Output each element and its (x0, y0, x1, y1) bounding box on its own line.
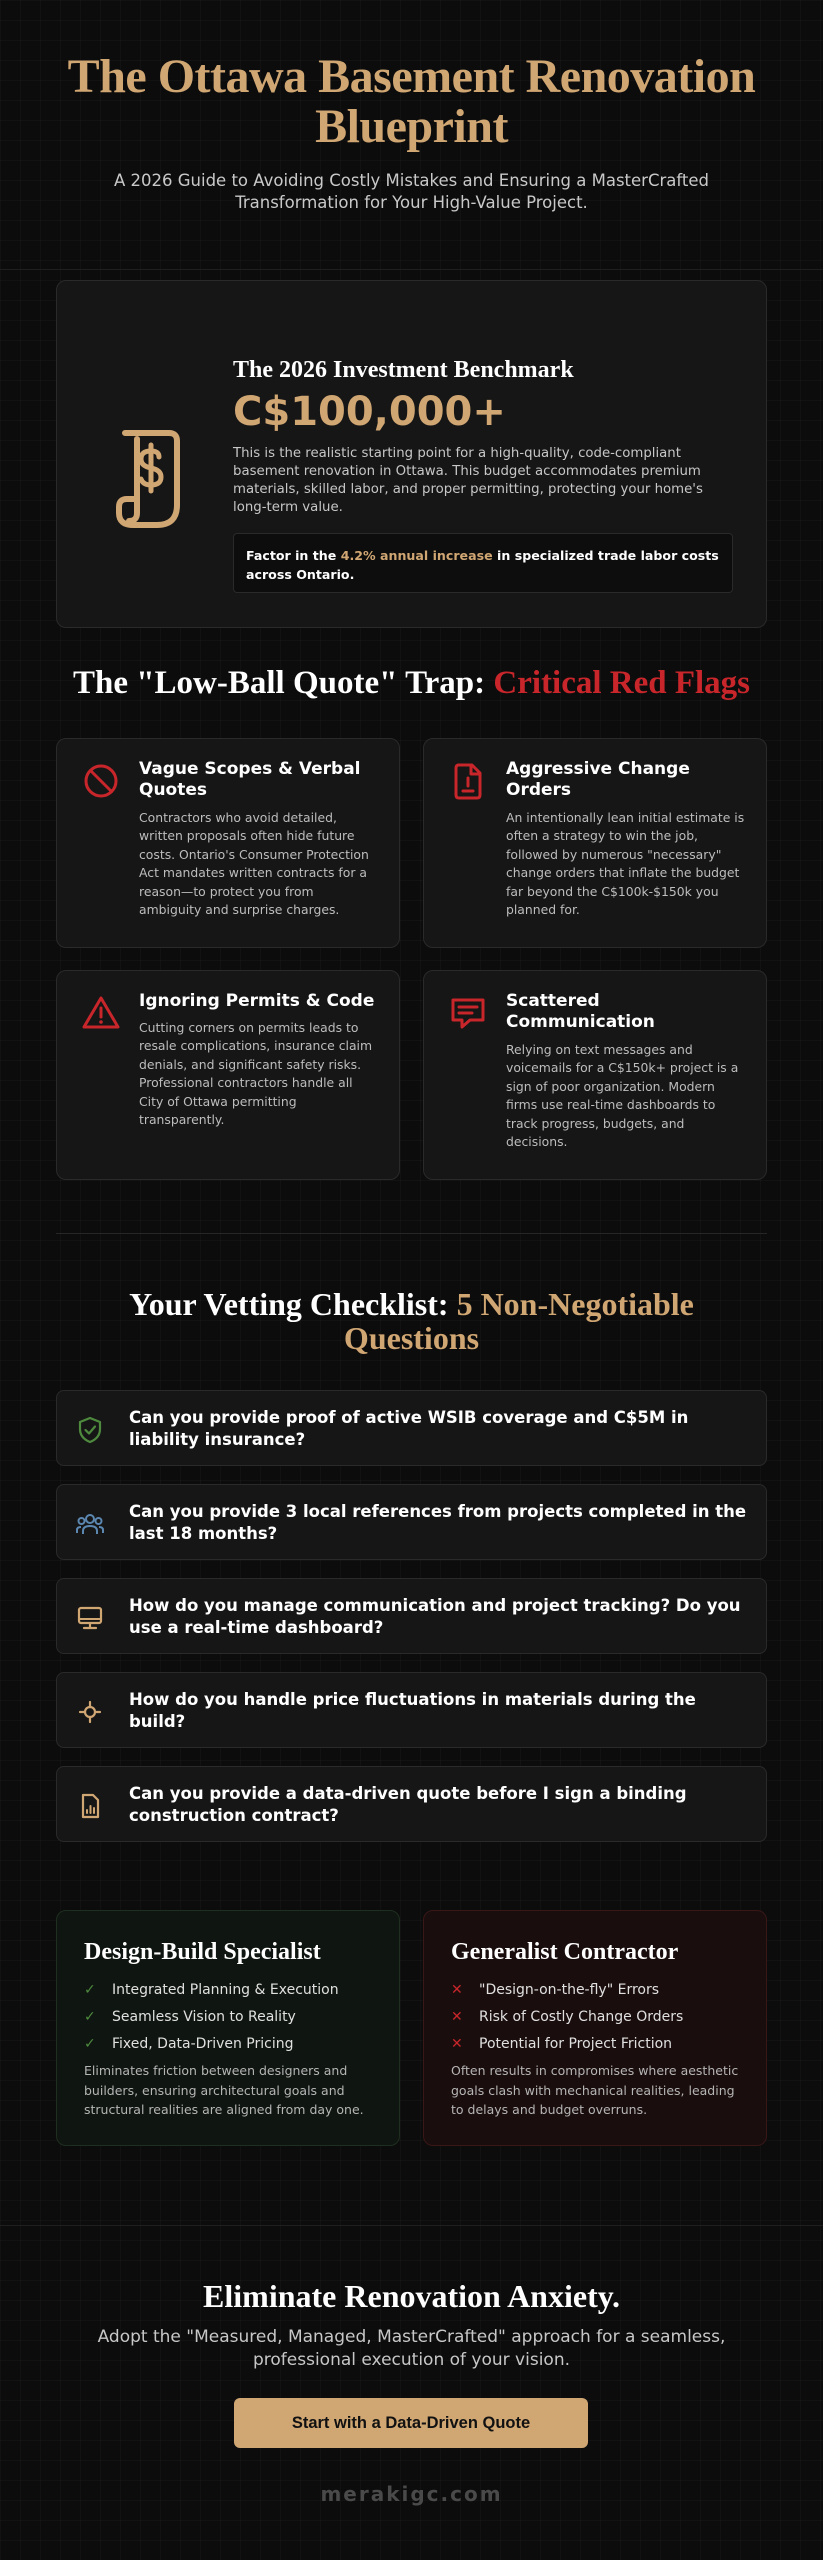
red-flag-title: Aggressive Change Orders (506, 759, 690, 800)
monitor-icon (75, 1603, 105, 1633)
red-flag-title: Vague Scopes & Verbal Quotes (139, 759, 361, 800)
list-item (84, 2031, 339, 2058)
red-flag-card (56, 970, 400, 1180)
red-flag-body: Relying on text messages and voicemails for a C$150k+ project is a sign of poor organization. Modern firms use real-time dashboards to track progress, budgets, and decisions. (506, 1042, 739, 1150)
page-title: The Ottawa Basement Renovation Blueprint (67, 50, 756, 153)
document-alert-icon (448, 761, 488, 801)
investment-card (56, 280, 767, 628)
red-flag-title: Scattered Communication (506, 991, 655, 1032)
checklist-heading-prefix: Your Vetting Checklist: (129, 1286, 457, 1322)
red-flag-body: Cutting corners on permits leads to resale complications, insurance claim denials, and significant safety risks. Professional contractors handle all City of Ottawa permitting transparently. (139, 1020, 373, 1128)
check-icon: ✓ (84, 1982, 96, 1998)
page-subtitle: A 2026 Guide to Avoiding Costly Mistakes and Ensuring a MasterCrafted Transformation for Your High-Value Project. (113, 171, 709, 212)
note-suffix: in specialized trade labor costs across Ontario. (246, 548, 719, 582)
x-icon: ✕ (451, 2036, 463, 2052)
checklist-question: Can you provide proof of active WSIB coverage and C$5M in liability insurance? (129, 1408, 689, 1449)
list-item-label: Seamless Vision to Reality (112, 2009, 296, 2025)
footer-brand[interactable]: merakigc.com (320, 2482, 503, 2506)
list-item-label: Risk of Costly Change Orders (479, 2009, 684, 2025)
prohibited-icon (81, 761, 121, 801)
list-item-label: Fixed, Data-Driven Pricing (112, 2036, 294, 2052)
users-icon (75, 1509, 105, 1539)
cta-section (0, 2225, 823, 2560)
checklist-item (56, 1766, 767, 1842)
red-flags-heading-highlight: Critical Red Flags (493, 665, 751, 701)
investment-note (233, 533, 733, 593)
checklist-question: Can you provide 3 local references from projects completed in the last 18 months? (129, 1502, 747, 1543)
checklist-question: How do you manage communication and project tracking? Do you use a real-time dashboard? (129, 1596, 741, 1637)
checklist-item (56, 1484, 767, 1560)
generalist-card (423, 1910, 767, 2146)
design-build-list (84, 1977, 339, 2058)
chat-bubble-icon (448, 993, 488, 1033)
list-item-label: Integrated Planning & Execution (112, 1982, 339, 1998)
design-build-card (56, 1910, 400, 2146)
list-item (451, 1977, 683, 2004)
quote-cta-button[interactable]: Start with a Data-Driven Quote (234, 2398, 588, 2448)
red-flag-card (56, 738, 400, 948)
red-flag-title: Ignoring Permits & Code (139, 991, 375, 1011)
list-item (84, 1977, 339, 2004)
red-flag-card (423, 970, 767, 1180)
note-prefix: Factor in the (246, 548, 341, 563)
crosshair-icon (75, 1697, 105, 1727)
checklist-question: How do you handle price fluctuations in materials during the build? (129, 1690, 696, 1731)
investment-title: The 2026 Investment Benchmark (233, 357, 574, 383)
list-item (451, 2031, 683, 2058)
shield-check-icon (75, 1415, 105, 1445)
design-build-description: Eliminates friction between designers and builders, ensuring architectural goals and structural realities are aligned from day one. (84, 2063, 364, 2117)
x-icon: ✕ (451, 1982, 463, 1998)
checklist-question: Can you provide a data-driven quote before I sign a binding construction contract? (129, 1784, 687, 1825)
generalist-title: Generalist Contractor (451, 1939, 679, 1965)
red-flag-body: An intentionally lean initial estimate is often a strategy to win the job, followed by numerous "necessary" change orders that inflate the budget far beyond the C$100k-$150k you planned for. (506, 810, 745, 918)
list-item (451, 2004, 683, 2031)
check-icon: ✓ (84, 2036, 96, 2052)
dollar-document-icon (107, 429, 193, 529)
check-icon: ✓ (84, 2009, 96, 2025)
checklist-item (56, 1672, 767, 1748)
warning-triangle-icon (81, 993, 121, 1033)
note-highlight: 4.2% annual increase (340, 548, 493, 563)
cta-subtitle: Adopt the "Measured, Managed, MasterCrafted" approach for a seamless, professional execution of your vision. (97, 2327, 726, 2370)
checklist-item (56, 1578, 767, 1654)
checklist-heading-highlight: 5 Non-Negotiable Questions (343, 1286, 694, 1356)
investment-amount: C$100,000+ (233, 389, 506, 435)
hero-section (0, 0, 823, 270)
section-divider (56, 1233, 767, 1234)
red-flag-body: Contractors who avoid detailed, written proposals often hide future costs. Ontario's Consumer Protection Act mandates written contracts for a reason—to protect you from ambiguity and surprise charges. (139, 810, 369, 918)
checklist-item (56, 1390, 767, 1466)
cta-title: Eliminate Renovation Anxiety. (203, 2278, 620, 2314)
generalist-description: Often results in compromises where aesthetic goals clash with mechanical realities, leading to delays and budget overruns. (451, 2063, 739, 2117)
design-build-title: Design-Build Specialist (84, 1939, 321, 1965)
red-flags-heading-prefix: The "Low-Ball Quote" Trap: (72, 665, 494, 701)
red-flags-heading (0, 665, 823, 702)
list-item-label: "Design-on-the-fly" Errors (479, 1982, 660, 1998)
report-chart-icon (75, 1791, 105, 1821)
investment-description: This is the realistic starting point for a high-quality, code-compliant basement renovation in Ottawa. This budget accommodates premium materials, skilled labor, and proper permitting, protecting your home's long-term value. (233, 446, 703, 515)
generalist-list (451, 1977, 683, 2058)
list-item (84, 2004, 339, 2031)
checklist-heading (80, 1287, 743, 1355)
x-icon: ✕ (451, 2009, 463, 2025)
list-item-label: Potential for Project Friction (479, 2036, 673, 2052)
red-flag-card (423, 738, 767, 948)
